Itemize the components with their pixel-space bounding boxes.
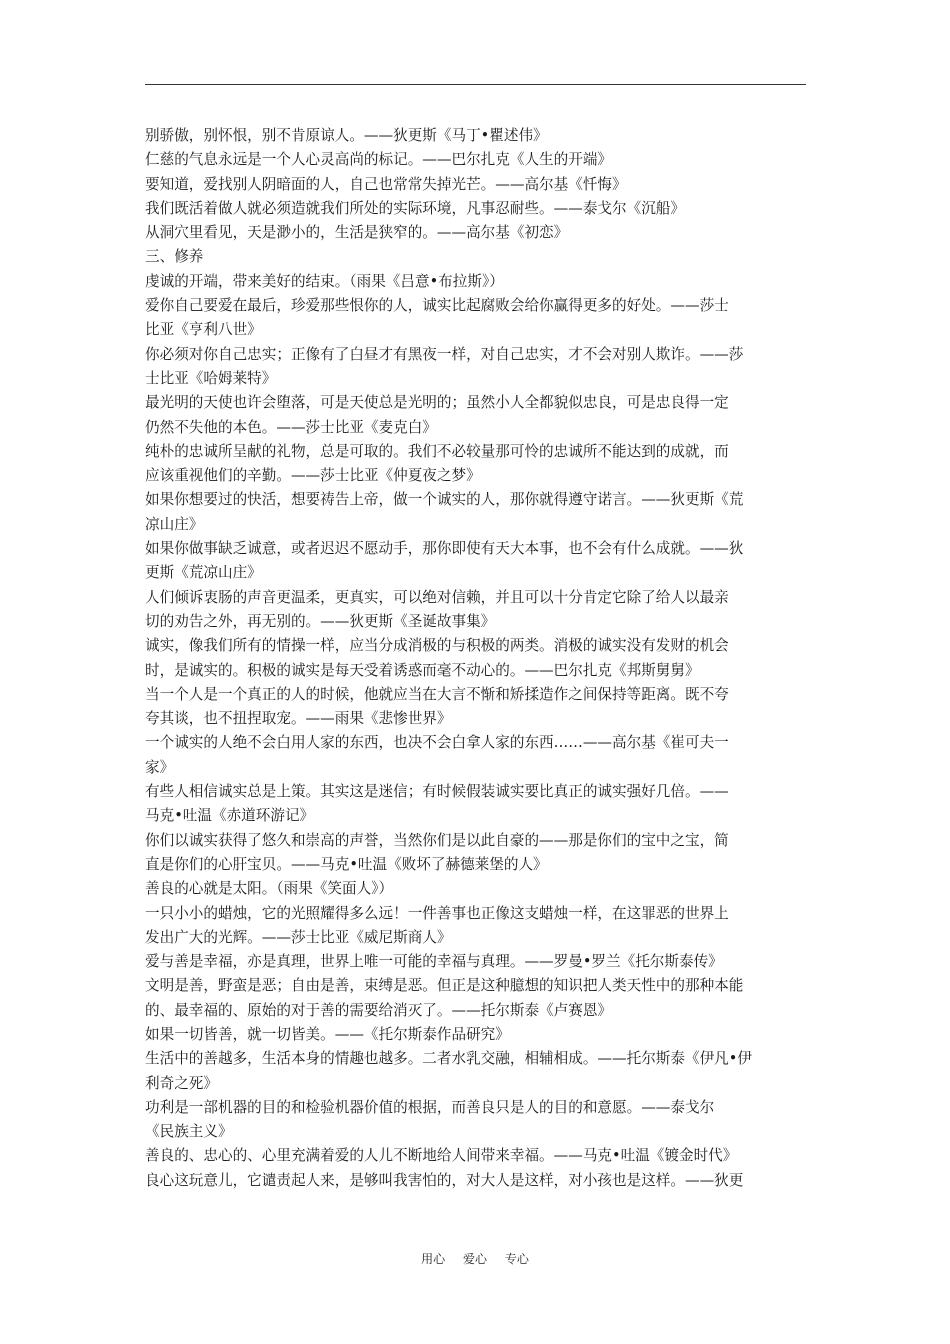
- footer-word-2: 爱心: [462, 1252, 487, 1266]
- text-line: 虔诚的开端，带来美好的结束。（雨果《吕意•布拉斯》）: [145, 272, 504, 290]
- text-line: 仍然不失他的本色。——莎士比亚《麦克白》: [145, 418, 437, 436]
- text-line: 士比亚《哈姆莱特》: [145, 369, 277, 387]
- text-line: 你必须对你自己忠实；正像有了白昼才有黑夜一样，对自己忠实，才不会对别人欺诈。——莎: [145, 345, 744, 363]
- footer-word-1: 用心: [421, 1252, 446, 1266]
- text-line: 家》: [145, 758, 175, 776]
- text-line: 更斯《荒凉山庄》: [145, 564, 262, 582]
- footer-word-3: 专心: [504, 1252, 529, 1266]
- text-line: 爱与善是幸福，亦是真理，世界上唯一可能的幸福与真理。——罗曼•罗兰《托尔斯泰传》: [145, 953, 723, 971]
- document-body: [145, 124, 807, 1193]
- text-line: 《民族主义》: [145, 1123, 233, 1141]
- text-line: 马克•吐温《赤道环游记》: [145, 807, 315, 825]
- text-line: 时，是诚实的。积极的诚实是每天受着诱惑而毫不动心的。——巴尔扎克《邦斯舅舅》: [145, 661, 700, 679]
- text-line: 要知道，爱找别人阴暗面的人，自己也常常失掉光芒。——高尔基《忏悔》: [145, 175, 627, 193]
- text-line: 利奇之死》: [145, 1074, 218, 1092]
- text-line: 如果你做事缺乏诚意，或者迟迟不愿动手，那你即使有天大本事，也不会有什么成就。——狄: [145, 540, 744, 558]
- text-line: 一只小小的蜡烛，它的光照耀得多么远！一件善事也正像这支蜡烛一样，在这罪恶的世界上: [145, 904, 729, 922]
- text-line: 爱你自己要爱在最后，珍爱那些恨你的人，诚实比起腐败会给你赢得更多的好处。——莎士: [145, 297, 729, 315]
- text-line: 发出广大的光辉。——莎士比亚《威尼斯商人》: [145, 928, 452, 946]
- text-line: 善良的、忠心的、心里充满着爱的人儿不断地给人间带来幸福。——马克•吐温《镀金时代》: [145, 1147, 738, 1165]
- text-line: 人们倾诉衷肠的声音更温柔，更真实，可以绝对信赖，并且可以十分肯定它除了给人以最亲: [145, 588, 729, 606]
- text-line: 如果你想要过的快活，想要祷告上帝，做一个诚实的人，那你就得遵守诺言。——狄更斯《荒: [145, 491, 744, 509]
- text-line: 一个诚实的人绝不会白用人家的东西，也决不会白拿人家的东西……——高尔基《崔可夫一: [145, 734, 729, 752]
- text-line: 如果一切皆善，就一切皆美。——《托尔斯泰作品研究》: [145, 1025, 510, 1043]
- text-line: 夸其谈，也不扭捏取宠。——雨果《悲惨世界》: [145, 710, 452, 728]
- text-line: 应该重视他们的辛勤。——莎士比亚《仲夏夜之梦》: [145, 467, 481, 485]
- text-line: 生活中的善越多，生活本身的情趣也越多。二者水乳交融，相辅相成。——托尔斯泰《伊凡•伊: [145, 1050, 752, 1068]
- text-line: 有些人相信诚实总是上策。其实这是迷信；有时候假装诚实要比真正的诚实强好几倍。——: [145, 783, 729, 801]
- text-line: 直是你们的心肝宝贝。——马克•吐温《败坏了赫德莱堡的人》: [145, 855, 548, 873]
- text-line: 当一个人是一个真正的人的时候，他就应当在大言不惭和矫揉造作之间保持等距离。既不夸: [145, 685, 729, 703]
- text-line: 的、最幸福的、原始的对于善的需要给消灭了。——托尔斯泰《卢赛恩》: [145, 1001, 613, 1019]
- text-line: 功利是一部机器的目的和检验机器价值的根据，而善良只是人的目的和意愿。——泰戈尔: [145, 1098, 715, 1116]
- text-line: 纯朴的忠诚所呈献的礼物，总是可取的。我们不必较量那可怜的忠诚所不能达到的成就，而: [145, 442, 729, 460]
- text-line: 比亚《亨利八世》: [145, 321, 262, 339]
- text-line: 文明是善，野蛮是恶；自由是善，束缚是恶。但正是这种臆想的知识把人类天性中的那种本能: [145, 977, 744, 995]
- text-line: 从洞穴里看见，天是渺小的，生活是狭窄的。——高尔基《初恋》: [145, 224, 569, 242]
- text-line: 我们既活着做人就必须造就我们所处的实际环境，凡事忍耐些。——泰戈尔《沉船》: [145, 199, 685, 217]
- text-line: 切的劝告之外，再无别的。——狄更斯《圣诞故事集》: [145, 612, 496, 630]
- text-line: 别骄傲，别怀恨，别不肯原谅人。——狄更斯《马丁•瞿述伟》: [145, 127, 548, 144]
- text-line: 仁慈的气息永远是一个人心灵高尚的标记。——巴尔扎克《人生的开端》: [145, 151, 613, 169]
- page-footer: [0, 1250, 950, 1267]
- text-line: 善良的心就是太阳。（雨果《笑面人》）: [145, 880, 394, 898]
- text-line: 三、修养: [145, 248, 204, 266]
- text-line: 诚实，像我们所有的情操一样，应当分成消极的与积极的两类。消极的诚实没有发财的机会: [145, 637, 729, 655]
- text-line: 最光明的天使也许会堕落，可是天使总是光明的；虽然小人全都貌似忠良，可是忠良得一定: [145, 394, 729, 412]
- text-line: 你们以诚实获得了悠久和崇高的声誉，当然你们是以此自豪的——那是你们的宝中之宝，简: [145, 831, 729, 849]
- text-line: 良心这玩意儿，它谴责起人来，是够叫我害怕的，对大人是这样，对小孩也是这样。——狄更: [145, 1171, 744, 1189]
- text-line: 凉山庄》: [145, 515, 204, 533]
- header-rule: [145, 84, 806, 85]
